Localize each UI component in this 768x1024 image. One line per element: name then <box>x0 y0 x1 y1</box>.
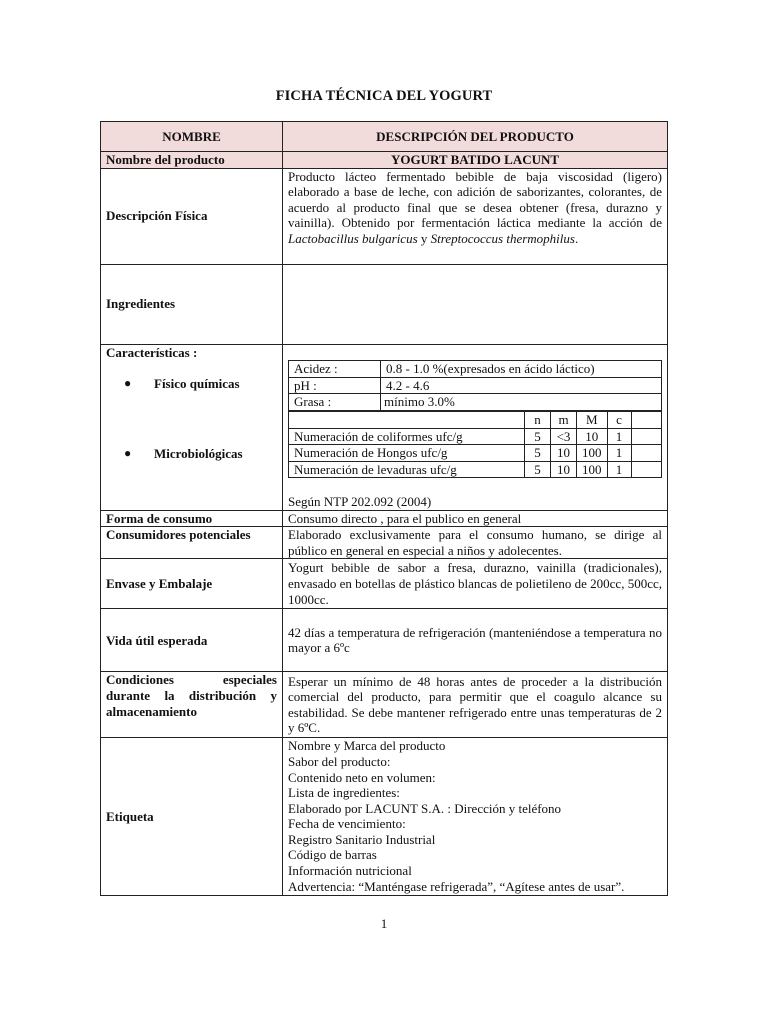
row-envase <box>101 559 668 609</box>
descripcion-species2: Streptococcus thermophilus <box>430 230 575 246</box>
micro-label: Microbiológicas <box>154 445 243 461</box>
vida-util-value: 42 días a temperatura de refrigeración (manteniéndose a temperatura no mayor a 6ºc <box>283 609 668 672</box>
envase-label: Envase y Embalaje <box>101 559 283 609</box>
row-descripcion <box>101 168 668 264</box>
etiqueta-item: Código de barras <box>288 847 377 863</box>
micro-M: 100 <box>577 461 608 478</box>
fisico-value: 0.8 - 1.0 %(expresados en ácido láctico) <box>381 361 662 378</box>
etiqueta-item: Advertencia: “Manténgase refrigerada”, “Agítese antes de usar”. <box>288 878 625 894</box>
micro-row <box>289 428 662 445</box>
etiqueta-item: Sabor del producto: <box>288 753 391 769</box>
micro-n: 5 <box>525 428 551 445</box>
micro-bullet <box>106 446 277 462</box>
row-etiqueta <box>101 738 668 896</box>
micro-header-n: n <box>525 411 551 428</box>
micro-m: 10 <box>551 461 577 478</box>
header-descripcion: DESCRIPCIÓN DEL PRODUCTO <box>283 122 668 152</box>
etiqueta-item: Lista de ingredientes: <box>288 785 400 801</box>
forma-consumo-label: Forma de consumo <box>101 510 283 527</box>
micro-name: Numeración de Hongos ufc/g <box>289 445 525 462</box>
micro-M: 100 <box>577 445 608 462</box>
descripcion-label: Descripción Física <box>101 168 283 264</box>
spec-table <box>100 121 668 896</box>
fisico-bullet <box>106 376 277 392</box>
micro-n: 5 <box>525 461 551 478</box>
micro-M: 10 <box>577 428 608 445</box>
consumidores-label: Consumidores potenciales <box>101 527 283 559</box>
micro-header-row <box>289 411 662 428</box>
fisico-row <box>289 377 662 394</box>
micro-c: 1 <box>607 461 631 478</box>
micro-n: 5 <box>525 445 551 462</box>
fisico-table <box>288 360 662 411</box>
micro-header-m: m <box>551 411 577 428</box>
page-number: 1 <box>380 916 388 931</box>
micro-header-c: c <box>607 411 631 428</box>
nombre-label: Nombre del producto <box>101 152 283 169</box>
micro-table <box>288 411 662 478</box>
consumidores-value: Elaborado exclusivamente para el consumo humano, se dirige al público en general en especial a niños y adolecentes. <box>283 527 668 559</box>
condiciones-value: Esperar un mínimo de 48 horas antes de proceder a la distribución comercial del producto, para permitir que el coagulo alcance su estabilidad. Se debe mantener refrigerado entre unas temperaturas de 2 y 6ºC. <box>283 672 668 738</box>
micro-m: <3 <box>551 428 577 445</box>
bullet-icon: ● <box>124 445 132 460</box>
fisico-value: 4.2 - 4.6 <box>381 377 662 394</box>
page-title: FICHA TÉCNICA DEL YOGURT <box>275 88 493 104</box>
header-nombre: NOMBRE <box>101 122 283 152</box>
fisico-value: mínimo 3.0% <box>381 394 662 411</box>
caracteristicas-label: Características : <box>106 344 198 360</box>
row-vida-util <box>101 609 668 672</box>
fisico-name: Acidez : <box>289 361 381 378</box>
caracteristicas-value-cell <box>283 344 668 510</box>
row-nombre <box>101 152 668 169</box>
micro-row <box>289 445 662 462</box>
micro-header-M: M <box>577 411 608 428</box>
fisico-name: pH : <box>289 377 381 394</box>
micro-row <box>289 461 662 478</box>
etiqueta-list <box>283 738 668 896</box>
micro-name: Numeración de coliformes ufc/g <box>289 428 525 445</box>
bullet-icon: ● <box>124 376 132 391</box>
row-ingredientes <box>101 264 668 344</box>
norma-text: Según NTP 202.092 (2004) <box>288 493 432 509</box>
etiqueta-item: Nombre y Marca del producto <box>288 738 446 754</box>
forma-consumo-value: Consumo directo , para el publico en general <box>283 510 668 527</box>
micro-m: 10 <box>551 445 577 462</box>
caracteristicas-label-cell <box>101 344 283 510</box>
nombre-value: YOGURT BATIDO LACUNT <box>283 152 668 169</box>
etiqueta-item: Información nutricional <box>288 863 412 879</box>
etiqueta-label: Etiqueta <box>101 738 283 896</box>
descripcion-end: . <box>574 230 579 246</box>
fisico-label: Físico químicas <box>154 376 240 392</box>
etiqueta-item: Elaborado por LACUNT S.A. : Dirección y teléfono <box>288 800 562 816</box>
envase-value: Yogurt bebible de sabor a fresa, durazno, vainilla (tradicionales), envasado en botellas de plástico blancas de polietileno de 200cc, 500cc, 1000cc. <box>283 559 668 609</box>
fisico-name: Grasa : <box>289 394 381 411</box>
descripcion-species1: Lactobacillus bulgaricus <box>288 230 418 246</box>
row-forma-consumo <box>101 510 668 527</box>
table-header-row <box>101 122 668 152</box>
fisico-row <box>289 394 662 411</box>
micro-c: 1 <box>607 428 631 445</box>
fisico-row <box>289 361 662 378</box>
row-consumidores <box>101 527 668 559</box>
descripcion-value <box>283 168 668 264</box>
row-caracteristicas <box>101 344 668 510</box>
etiqueta-item: Registro Sanitario Industrial <box>288 831 436 847</box>
ingredientes-value <box>283 264 668 344</box>
descripcion-text: Producto lácteo fermentado bebible de baja viscosidad (ligero) elaborado a base de leche, con adición de saborizantes, colorantes, de acuerdo al producto final que se desea obtener (fresa, durazno y vainilla). Obtenido por fermentación láctica mediante la acción de <box>288 168 662 231</box>
vida-util-label: Vida útil esperada <box>101 609 283 672</box>
etiqueta-item: Fecha de vencimiento: <box>288 816 406 832</box>
ingredientes-label: Ingredientes <box>101 264 283 344</box>
row-condiciones <box>101 672 668 738</box>
condiciones-label: Condiciones especiales durante la distribución y almacenamiento <box>101 672 283 738</box>
micro-c: 1 <box>607 445 631 462</box>
micro-name: Numeración de levaduras ufc/g <box>289 461 525 478</box>
etiqueta-item: Contenido neto en volumen: <box>288 769 436 785</box>
descripcion-connector: y <box>417 230 431 246</box>
